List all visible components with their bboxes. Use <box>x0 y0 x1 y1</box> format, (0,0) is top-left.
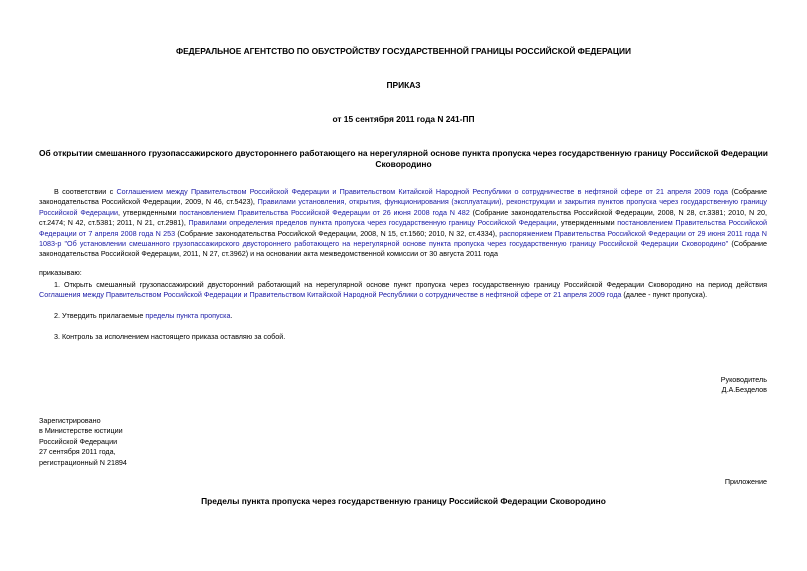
document-date-number: от 15 сентября 2011 года N 241-ПП <box>332 114 475 124</box>
item-3: 3. Контроль за исполнением настоящего приказа оставляю за собой. <box>54 332 286 341</box>
preamble-text: (Собрание законодательства Российской Федерации, 2008, N 28, ст.3381; 2010, N 20, ст.2474; N 42, ст.5381; 2011, N 21, ст.2981), <box>39 207 768 228</box>
document-title: Об открытии смешанного грузопассажирского двустороннего работающего на нерегулярной основе пункта пропуска через государственную границу Российской Федерации Сковородино <box>39 148 768 169</box>
signature-position: Руководитель <box>720 375 767 384</box>
registration-line: Российской Федерации <box>39 436 118 446</box>
appendix-label: Приложение <box>724 477 767 486</box>
agreement-link[interactable]: Соглашения между Правительством Российской Федерации и Правительством Китайской Народной Республики о сотрудничестве в нефтяной сфере от 21 апреля 2009 года <box>39 290 622 300</box>
preamble-text: (Собрание законодательства Российской Федерации, 2011, N 27, ст.3962) и на основании акта межведомственной комиссии от 30 августа 2011 года <box>39 239 768 259</box>
order-word: приказываю: <box>39 268 82 277</box>
appendix-title: Пределы пункта пропуска через государственную границу Российской Федерации Сковородино <box>201 496 606 506</box>
preamble-text: (Собрание законодательства Российской Федерации, 2008, N 15, ст.1560; 2010, N 32, ст.4334), <box>175 228 500 238</box>
preamble-text: (Собрание законодательства Российской Федерации, 2009, N 46, ст.5423), <box>39 187 767 207</box>
rules-establishment-link[interactable]: Правилами установления, открытия, функционирования (эксплуатации), реконструкции и закрытия пунктов пропуска через государственную границу Российской Федерации <box>39 197 768 217</box>
preamble-text: , утвержденными <box>118 207 180 217</box>
preamble-text: В соответствии с <box>54 187 117 196</box>
item-1 <box>39 280 767 301</box>
preamble-text: , утвержденными <box>556 218 618 228</box>
resolution-253-link[interactable]: постановлением Правительства Российской Федерации от 7 апреля 2008 года N 253 <box>39 218 767 238</box>
signature-name: Д.А.Безделов <box>721 385 767 394</box>
order-1083-link[interactable]: распоряжением Правительства Российской Федерации от 29 июня 2011 года N 1083-р "Об установлении смешанного грузопассажирского двустороннего работающего на нерегулярной основе пункта пропуска через государственную границу Российской Федерации Сковородино" <box>39 228 767 249</box>
port-limits-link[interactable]: пределы пункта пропуска <box>145 311 231 320</box>
item-2 <box>39 311 767 321</box>
registration-block <box>39 416 127 468</box>
item-1-text: 1. Открыть смешанный грузопассажирский двусторонний работающий на нерегулярной основе пункт пропуска через государственную границу Российской Федерации Сковородино на период действия <box>54 280 767 289</box>
item-1-tail: (далее - пункт пропуска). <box>621 290 708 300</box>
resolution-482-link[interactable]: постановлением Правительства Российской Федерации от 26 июня 2008 года N 482 <box>179 207 470 217</box>
agreement-link[interactable]: Соглашением между Правительством Российской Федерации и Правительством Китайской Народной Республики о сотрудничестве в нефтяной сфере от 21 апреля 2009 года <box>116 187 729 196</box>
registration-line: 27 сентября 2011 года, <box>39 447 116 457</box>
registration-line: в Министерстве юстиции <box>39 426 123 436</box>
registration-line: регистрационный N 21894 <box>39 457 127 467</box>
agency-name: ФЕДЕРАЛЬНОЕ АГЕНТСТВО ПО ОБУСТРОЙСТВУ ГОСУДАРСТВЕННОЙ ГРАНИЦЫ РОССИЙСКОЙ ФЕДЕРАЦИИ <box>175 46 632 56</box>
item-2-text: 2. Утвердить прилагаемые <box>54 311 146 320</box>
rules-limits-link[interactable]: Правилами определения пределов пункта пропуска через государственную границу Российской Федерации <box>188 218 557 228</box>
registration-line: Зарегистрировано <box>39 416 101 425</box>
document-type: ПРИКАЗ <box>386 80 421 90</box>
preamble-paragraph <box>39 187 767 260</box>
item-2-tail: . <box>230 311 233 320</box>
